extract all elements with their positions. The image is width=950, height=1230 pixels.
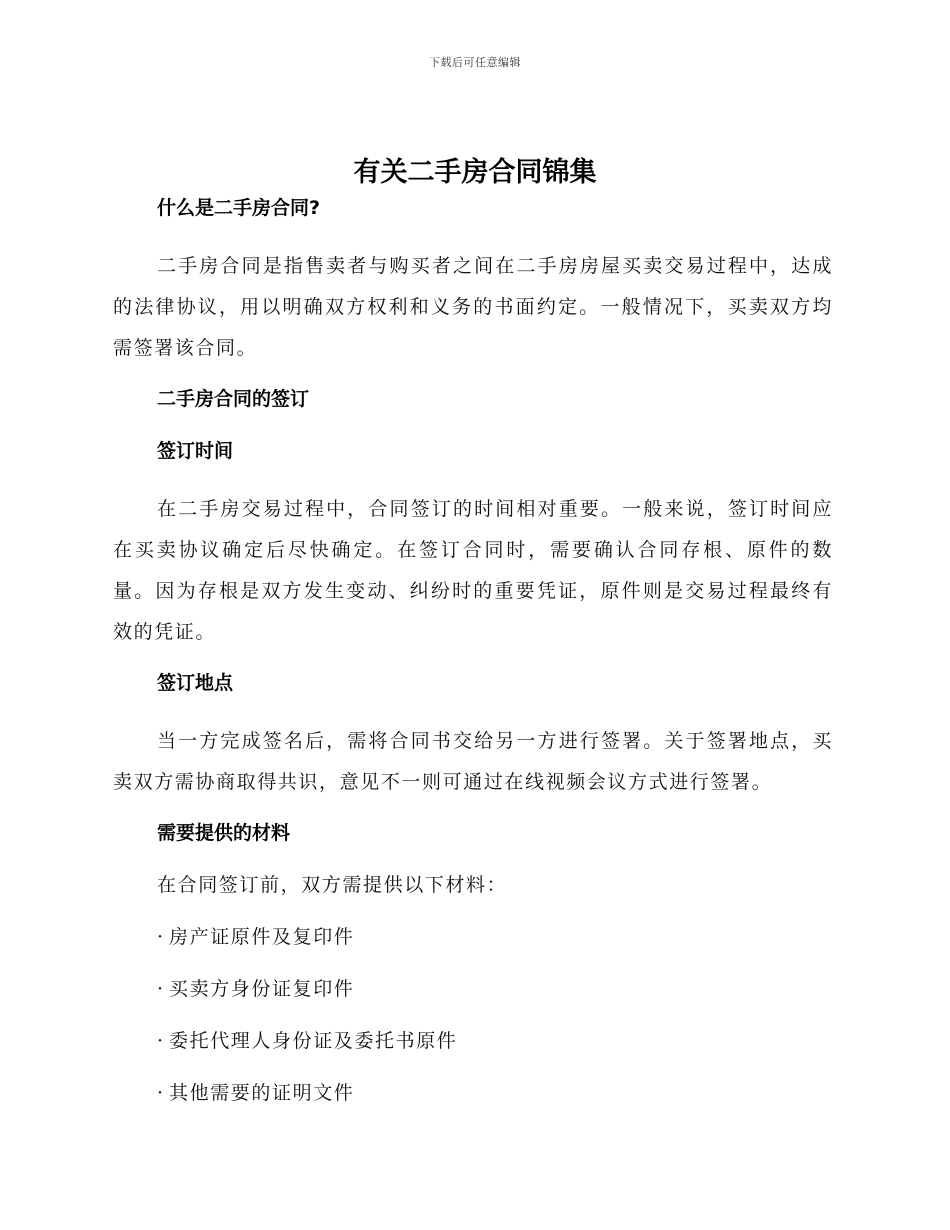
list-item: [157, 923, 833, 951]
document-body: [113, 194, 833, 1131]
section-heading-signing: 二手房合同的签订: [157, 388, 310, 410]
paragraph-signing-place: 当一方完成签名后，需将合同书交给另一方进行签署。关于签署地点，买卖双方需协商取得共识，意见不一则可通过在线视频会议方式进行签署。: [113, 730, 833, 793]
list-item-text: 买卖方身份证复印件: [169, 978, 355, 1000]
bullet-marker: ·: [157, 978, 165, 1000]
list-item: [157, 1079, 833, 1107]
list-item: [157, 975, 833, 1003]
header-note: 下载后可任意编辑: [429, 56, 521, 69]
list-item: [157, 1027, 833, 1055]
list-item-text: 委托代理人身份证及委托书原件: [169, 1030, 458, 1052]
list-item-text: 其他需要的证明文件: [169, 1082, 355, 1104]
section-heading-signing-place: 签订地点: [157, 672, 234, 694]
bullet-marker: ·: [157, 1082, 165, 1104]
bullet-marker: ·: [157, 1030, 165, 1052]
section-heading-signing-time: 签订时间: [157, 440, 234, 462]
bullet-marker: ·: [157, 926, 165, 948]
materials-intro: 在合同签订前，双方需提供以下材料：: [157, 874, 508, 896]
paragraph-signing-time: 在二手房交易过程中，合同签订的时间相对重要。一般来说，签订时间应在买卖协议确定后尽快确定。在签订合同时，需要确认合同存根、原件的数量。因为存根是双方发生变动、纠纷时的重要凭证，原件则是交易过程最终有效的凭证。: [113, 498, 833, 643]
section-heading-materials: 需要提供的材料: [157, 822, 291, 844]
materials-list: [113, 923, 833, 1107]
section-heading-what-is: 什么是二手房合同?: [157, 197, 321, 219]
document-title: 有关二手房合同锦集: [353, 157, 597, 188]
paragraph-definition: 二手房合同是指售卖者与购买者之间在二手房房屋买卖交易过程中，达成的法律协议，用以明确双方权利和义务的书面约定。一般情况下，买卖双方均需签署该合同。: [113, 255, 833, 359]
list-item-text: 房产证原件及复印件: [169, 926, 355, 948]
